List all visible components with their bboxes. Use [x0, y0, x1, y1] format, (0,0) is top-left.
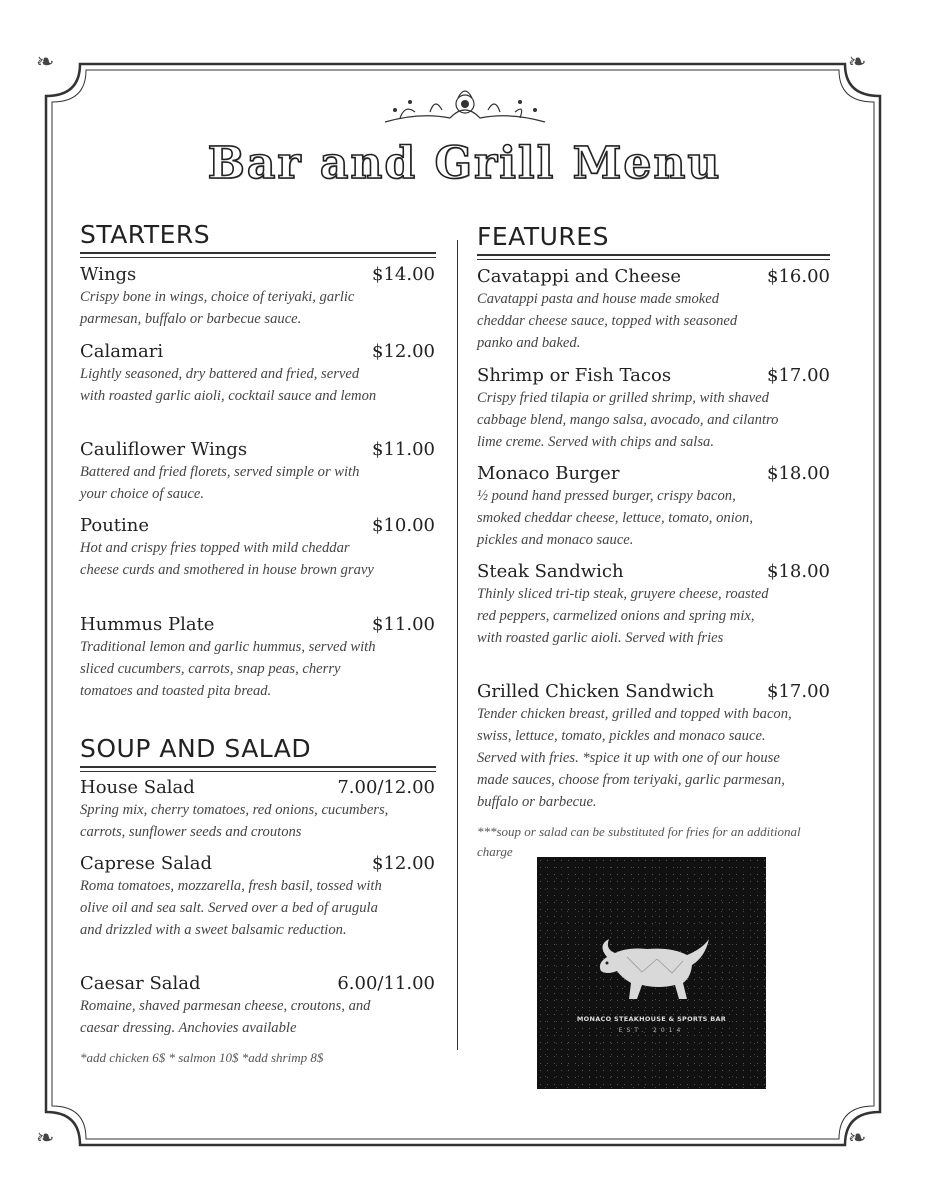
column-divider [457, 240, 458, 1050]
menu-item [80, 264, 435, 330]
menu-item [80, 439, 435, 505]
menu-item [80, 973, 435, 1039]
features-heading: FEATURES [477, 222, 609, 251]
divider-line [80, 252, 436, 254]
item-name: Shrimp or Fish Tacos [477, 365, 672, 386]
item-name: Grilled Chicken Sandwich [477, 681, 715, 702]
item-price: 7.00/12.00 [337, 777, 435, 798]
item-name: Wings [80, 264, 137, 285]
item-description: Romaine, shaved parmesan cheese, croutons, and caesar dressing. Anchovies available [80, 998, 371, 1036]
divider-line [80, 771, 436, 772]
item-name: Poutine [80, 515, 150, 536]
item-price: $12.00 [372, 853, 435, 874]
item-price: $10.00 [372, 515, 435, 536]
divider-line [80, 766, 436, 768]
item-name: Steak Sandwich [477, 561, 624, 582]
item-price: $17.00 [767, 681, 830, 702]
item-price: $18.00 [767, 561, 830, 582]
item-description: Thinly sliced tri-tip steak, gruyere cheese, roasted red peppers, carmelized onions and spring mix, with roasted garlic aioli. Served with fries [477, 586, 769, 646]
menu-item [477, 463, 830, 551]
menu-item [477, 365, 830, 453]
item-price: $18.00 [767, 463, 830, 484]
substitution-note: ***soup or salad can be substituted for fries for an additional charge [477, 824, 801, 859]
menu-item [80, 515, 435, 581]
item-name: Hummus Plate [80, 614, 215, 635]
floral-ornament-icon [380, 82, 550, 134]
page-title: Bar and Grill Menu [207, 138, 722, 189]
divider-line [477, 259, 830, 260]
menu-item [80, 853, 435, 941]
divider-line [80, 257, 436, 258]
item-name: Cauliflower Wings [80, 439, 248, 460]
item-name: Monaco Burger [477, 463, 620, 484]
item-description: Spring mix, cherry tomatoes, red onions, cucumbers, carrots, sunflower seeds and croutons [80, 802, 389, 840]
menu-item [477, 681, 830, 813]
item-name: Caprese Salad [80, 853, 212, 874]
item-description: Roma tomatoes, mozzarella, fresh basil, tossed with olive oil and sea salt. Served over a bed of arugula and drizzled with a sweet balsamic reduction. [80, 878, 382, 938]
fleur-corner-icon: ❧ [36, 1126, 55, 1151]
item-name: Caesar Salad [80, 973, 201, 994]
item-price: $12.00 [372, 341, 435, 362]
item-description: Hot and crispy fries topped with mild cheddar cheese curds and smothered in house brown gravy [80, 540, 374, 578]
logo-established: EST. 2014 [618, 1027, 685, 1034]
item-price: 6.00/11.00 [337, 973, 435, 994]
item-name: Calamari [80, 341, 164, 362]
logo-name: MONACO STEAKHOUSE & SPORTS BAR [576, 1015, 727, 1023]
add-protein-note: *add chicken 6$ * salmon 10$ *add shrimp 8$ [80, 1050, 324, 1065]
item-price: $11.00 [372, 614, 435, 635]
menu-item [477, 561, 830, 649]
item-description: Lightly seasoned, dry battered and fried, served with roasted garlic aioli, cocktail sauce and lemon [80, 366, 377, 404]
item-description: Crispy fried tilapia or grilled shrimp, with shaved cabbage blend, mango salsa, avocado, and cilantro lime creme. Served with chips and salsa. [477, 390, 779, 450]
item-description: Crispy bone in wings, choice of teriyaki, garlic parmesan, buffalo or barbecue sauce. [80, 289, 355, 327]
item-price: $16.00 [767, 266, 830, 287]
menu-item [80, 777, 435, 843]
menu-item [477, 266, 830, 354]
restaurant-logo [537, 857, 766, 1089]
starters-heading: STARTERS [80, 220, 211, 249]
item-description: Traditional lemon and garlic hummus, served with sliced cucumbers, carrots, snap peas, cherry tomatoes and toasted pita bread. [80, 639, 376, 699]
item-name: House Salad [80, 777, 195, 798]
item-description: Cavatappi pasta and house made smoked cheddar cheese sauce, topped with seasoned panko and baked. [477, 291, 738, 351]
bull-icon [587, 927, 717, 1007]
item-price: $17.00 [767, 365, 830, 386]
item-price: $11.00 [372, 439, 435, 460]
menu-item [80, 614, 435, 702]
item-description: Tender chicken breast, grilled and topped with bacon, swiss, lettuce, tomato, pickles and monaco sauce. Served with fries. *spice it up with one of our house made sauces, choose from teriyaki, garlic parmesan, buffalo or barbecue. [477, 706, 792, 810]
fleur-corner-icon: ❧ [848, 1126, 867, 1151]
divider-line [477, 254, 830, 256]
item-description: ½ pound hand pressed burger, crispy bacon, smoked cheddar cheese, lettuce, tomato, onion, pickles and monaco sauce. [477, 488, 753, 548]
item-name: Cavatappi and Cheese [477, 266, 682, 287]
item-price: $14.00 [372, 264, 435, 285]
fleur-corner-icon: ❧ [36, 50, 55, 75]
soup-salad-heading: SOUP AND SALAD [80, 734, 312, 763]
fleur-corner-icon: ❧ [848, 50, 867, 75]
menu-item [80, 341, 435, 407]
item-description: Battered and fried florets, served simple or with your choice of sauce. [80, 464, 360, 502]
